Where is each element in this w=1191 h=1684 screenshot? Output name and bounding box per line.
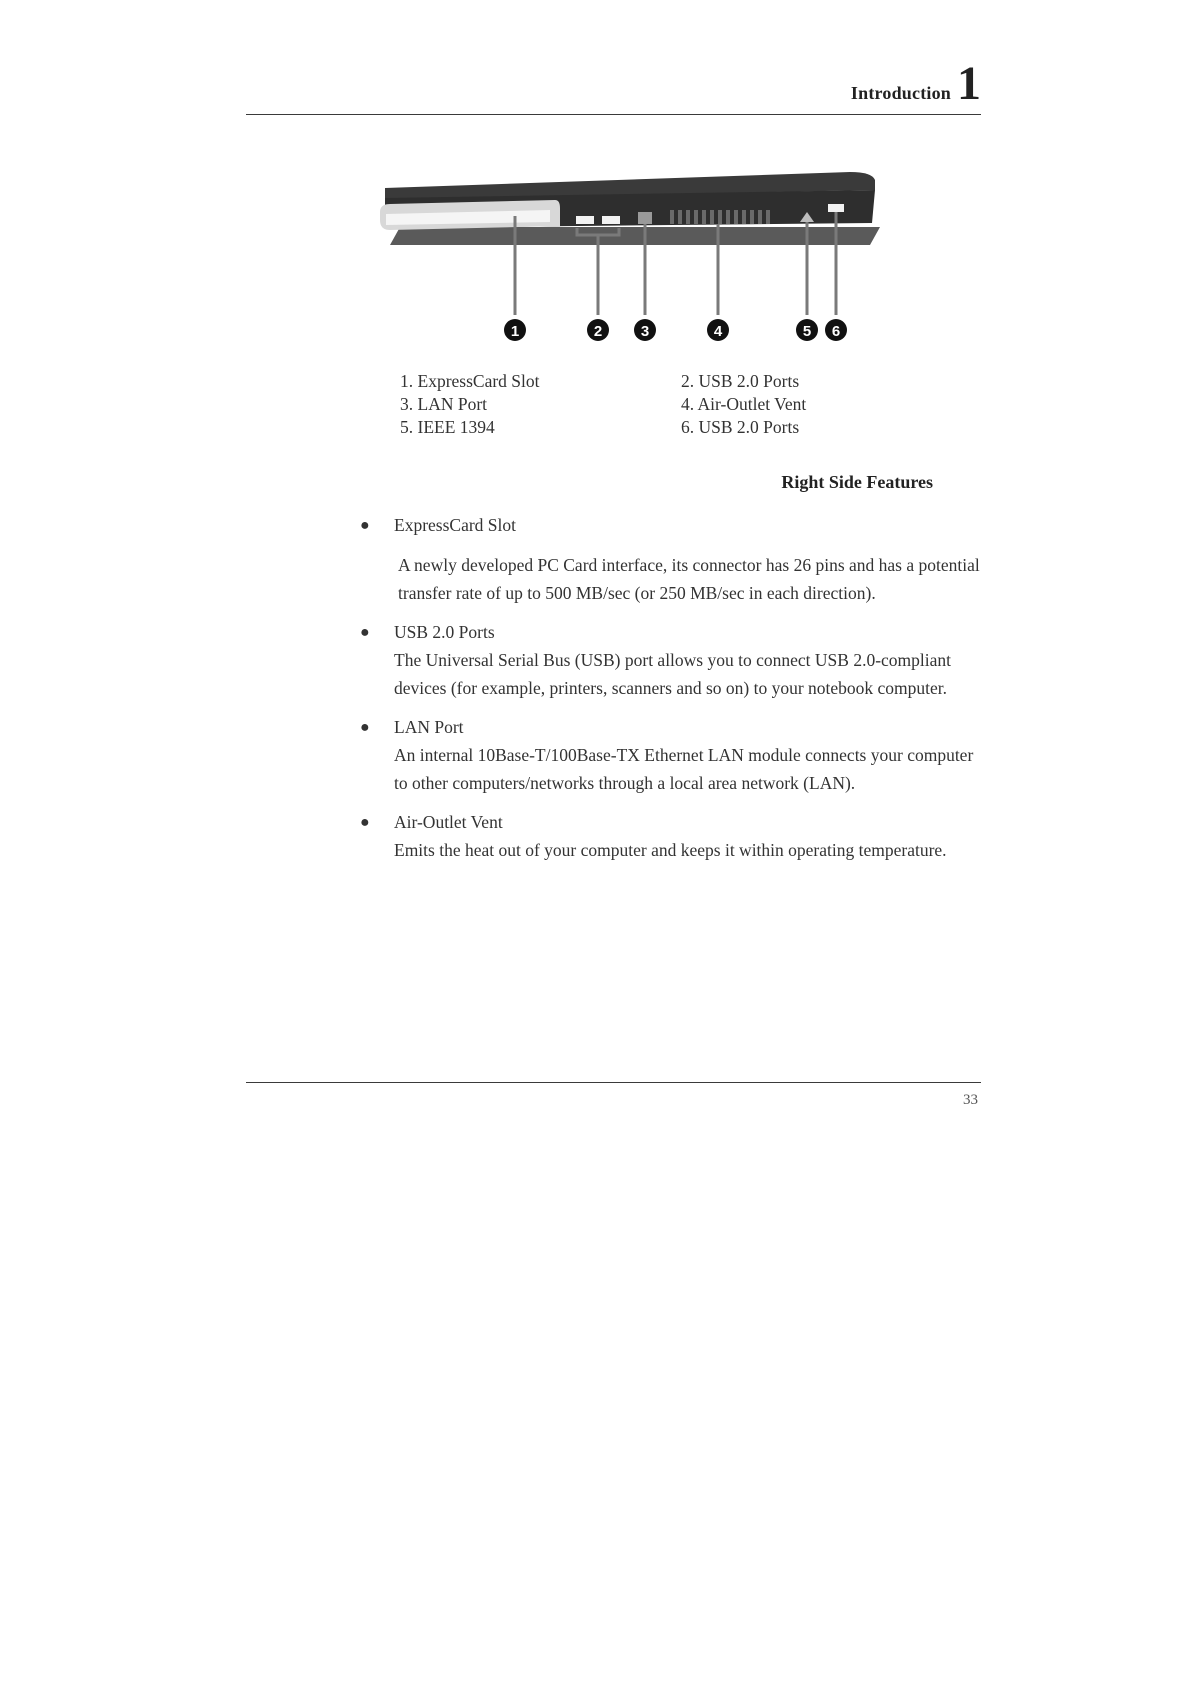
callout-6: [825, 319, 847, 341]
legend-row: [400, 393, 850, 416]
feature-list: [355, 512, 995, 876]
callout-1: [504, 319, 526, 341]
svg-text:4: 4: [713, 323, 723, 340]
feature-item: [355, 619, 995, 702]
laptop-right-side-figure: [380, 160, 890, 350]
legend-row: [400, 370, 850, 393]
bullet-icon: ●: [360, 814, 370, 831]
bullet-icon: ●: [360, 719, 370, 736]
feature-description: A newly developed PC Card interface, its connector has 26 pins and has a potential transfer rate of up to 500 MB/sec (or 250 MB/sec in each direction).: [398, 555, 980, 603]
feature-title: ExpressCard Slot: [394, 515, 517, 535]
usb-port-icon: [828, 204, 844, 212]
legend-item: 1. ExpressCard Slot: [400, 371, 540, 391]
callout-3: [634, 319, 656, 341]
feature-item: [355, 512, 995, 607]
legend-item: 2. USB 2.0 Ports: [681, 371, 800, 391]
bullet-icon: ●: [360, 517, 370, 534]
chapter-number: 1: [957, 57, 981, 110]
svg-text:2: 2: [593, 323, 603, 340]
feature-title: Air-Outlet Vent: [394, 812, 503, 832]
legend-item: 3. LAN Port: [400, 394, 488, 414]
lan-port-icon: [638, 212, 652, 224]
laptop-illustration: [380, 160, 890, 350]
chapter-title: Introduction: [850, 83, 951, 103]
svg-text:6: 6: [831, 323, 841, 340]
svg-text:5: 5: [802, 323, 812, 340]
feature-description: Emits the heat out of your computer and keeps it within operating temperature.: [394, 840, 947, 860]
figure-caption: Right Side Features: [781, 472, 933, 492]
legend-row: [400, 416, 850, 439]
footer-divider: [246, 1082, 981, 1083]
legend-item: 4. Air-Outlet Vent: [681, 394, 807, 414]
callout-4: [707, 319, 729, 341]
feature-description: An internal 10Base-T/100Base-TX Ethernet LAN module connects your computer to other computers/networks through a local area network (LAN).: [394, 745, 974, 793]
figure-legend: [400, 370, 850, 439]
feature-item: [355, 714, 995, 797]
usb-port-icon: [576, 216, 594, 224]
svg-text:1: 1: [510, 323, 520, 340]
page-number: 33: [963, 1092, 978, 1108]
callout-2: [587, 319, 609, 341]
feature-item: [355, 809, 995, 864]
callout-5: [796, 319, 818, 341]
bullet-icon: ●: [360, 624, 370, 641]
legend-item: 6. USB 2.0 Ports: [681, 417, 800, 437]
usb-port-icon: [602, 216, 620, 224]
feature-title: LAN Port: [394, 717, 464, 737]
page-header: [246, 56, 981, 115]
svg-text:3: 3: [640, 323, 650, 340]
feature-description: The Universal Serial Bus (USB) port allows you to connect USB 2.0-compliant devices (for example, printers, scanners and so on) to your notebook computer.: [394, 650, 952, 698]
feature-title: USB 2.0 Ports: [394, 622, 495, 642]
legend-item: 5. IEEE 1394: [400, 417, 495, 437]
